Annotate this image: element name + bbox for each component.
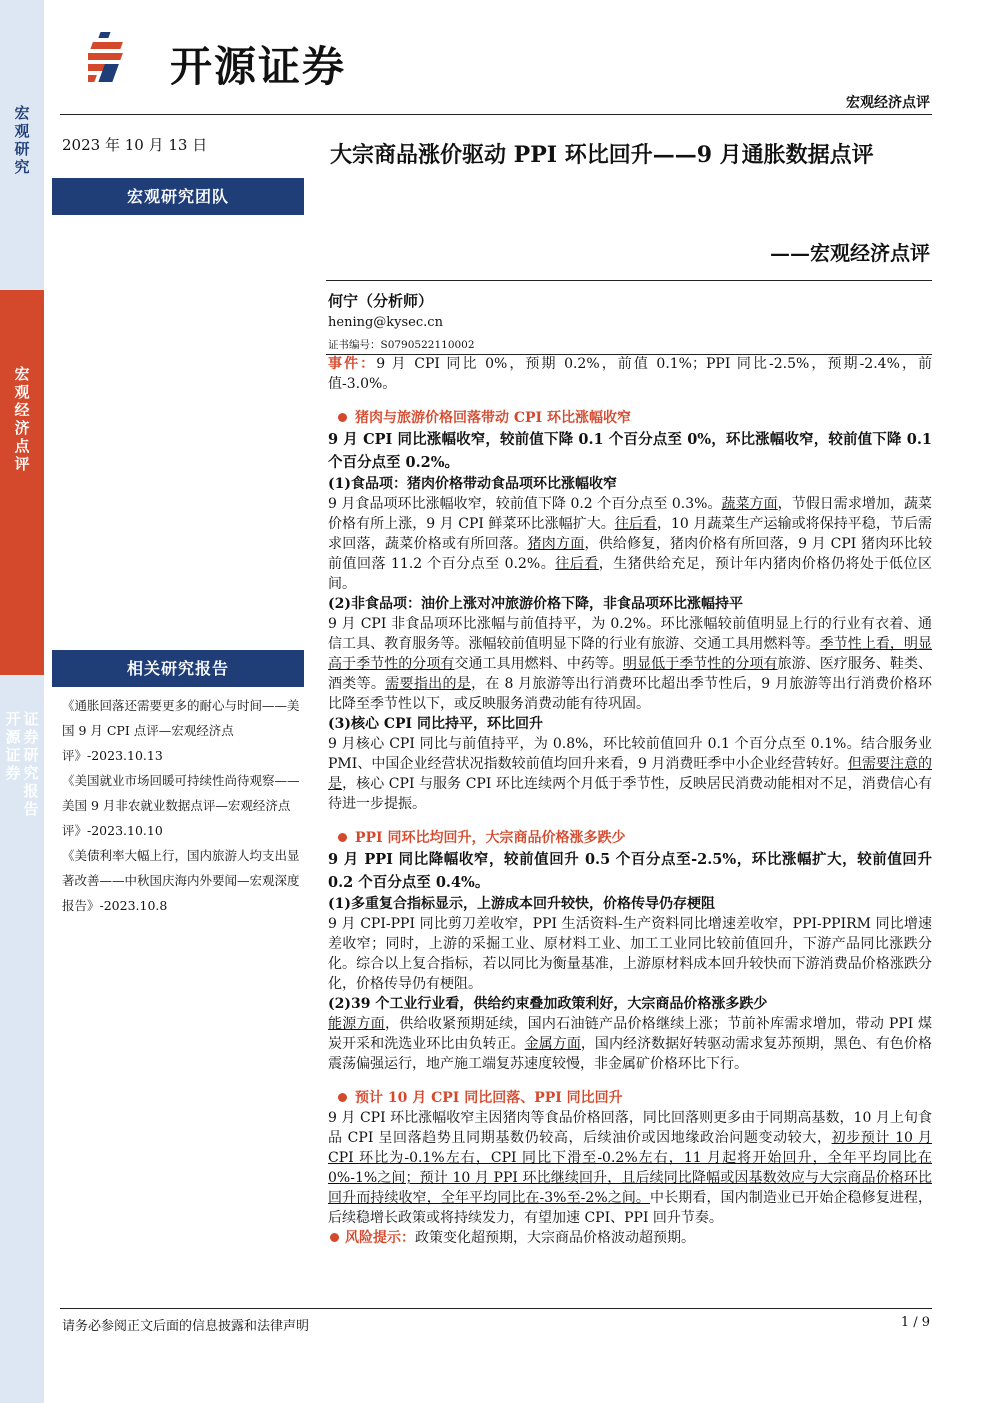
- sidebar-char: 济: [14, 419, 30, 437]
- bullet-icon: [338, 1093, 347, 1102]
- text: 9 月核心 CPI 同比与前值持平，为 0.8%，环比较前值回升 0.1 个百分点至 0.1%。结合服务业 PMI、中国企业经营状况指数较前值均回升来看，9 月消费旺季中小企业经营转好。: [328, 736, 932, 772]
- paragraph: [328, 1014, 932, 1074]
- sidebar-char: 评: [14, 455, 30, 473]
- text: ，供给修复，猪肉价格有所回落，9 月 CPI 猪肉环比较前值回落 11.2 个百分点至 0.2%。: [328, 536, 933, 572]
- sidebar-char: 券: [5, 764, 21, 782]
- sidebar-char: 研: [14, 140, 30, 158]
- underlined-text: 往后看: [555, 556, 599, 572]
- text: 9 月食品项环比涨幅收窄，较前值下降 0.2 个百分点至 0.3%。: [328, 496, 722, 512]
- text: ，核心 CPI 与服务 CPI 环比连续两个月低于季节性，反映居民消费动能相对不足，消费信心有待进一步提振。: [328, 776, 933, 812]
- section-heading: [328, 828, 932, 848]
- underlined-text: 蔬菜方面: [721, 496, 778, 512]
- text: ，节假日需求增加，蔬菜价格有所上涨，9 月 CPI 鲜菜环比涨幅扩大。: [328, 496, 933, 532]
- bullet-icon: [330, 1233, 339, 1242]
- sub-heading: (1)食品项：猪肉价格带动食品项环比涨幅收窄: [328, 476, 617, 492]
- section-heading: [328, 408, 932, 428]
- sidebar-top-label: [12, 104, 32, 176]
- sidebar-char: 经: [14, 401, 30, 419]
- title-divider: [326, 280, 932, 281]
- sidebar-red-block: [0, 290, 44, 675]
- bullet-icon: [338, 833, 347, 842]
- section-heading: [328, 1088, 932, 1108]
- sidebar-char: 观: [14, 383, 30, 401]
- related-reports-label: 相关研究报告: [52, 650, 304, 687]
- underlined-text: 明显低于季节性的分项有: [623, 656, 778, 672]
- lead-paragraph: 9 月 CPI 同比涨幅收窄，较前值下降 0.1 个百分点至 0%，环比涨幅收窄，较前值下降 0.1 个百分点至 0.2%。: [328, 431, 932, 471]
- paragraph: [328, 614, 932, 714]
- underlined-text: 初步预计 10 月 CPI 环比为-0.1%左右，CPI 同比下滑至-0.2%左右，11 月起将开始回升，全年平均同比在 0%-1%之间；预计 10 月 PPI 环比继续回升，且后续同比降幅或因基数效应与大宗商品价格环比回升而持续收窄，全年平均同比在-3%至-2%之间。: [328, 1130, 933, 1206]
- logo-icon: [88, 28, 158, 88]
- paragraph: [328, 734, 932, 814]
- event-label: 事件：: [328, 356, 377, 372]
- sidebar-char: 开: [5, 710, 21, 728]
- section-title: PPI 同环比均回升，大宗商品价格涨多跌少: [355, 830, 626, 846]
- lead-paragraph: 9 月 PPI 同比降幅收窄，较前值回升 0.5 个百分点至-2.5%，环比涨幅扩大，较前值回升 0.2 个百分点至 0.4%。: [328, 851, 932, 891]
- sidebar-char: 告: [23, 800, 39, 818]
- underlined-text: 金属方面: [524, 1036, 581, 1052]
- sidebar-char: 证: [23, 710, 39, 728]
- sidebar: [0, 0, 44, 1403]
- underlined-text: 需要指出的是: [385, 676, 472, 692]
- related-report-link[interactable]: 《美国就业市场回暖可持续性尚待观察——美国 9 月非农就业数据点评—宏观经济点评》-2023.10.10: [62, 773, 300, 838]
- footer-disclaimer: 请务必参阅正文后面的信息披露和法律声明: [62, 1319, 310, 1334]
- text: ，在 8 月旅游等出行消费环比超出季节性后，9 月旅游等出行消费价格环比降至季节性以下，或反映服务消费动能有待巩固。: [328, 676, 933, 712]
- text: 中长期看，国内制造业已开始企稳修复进程，后续稳增长政策或将持续发力，有望加速 CPI、PPI 回升节奏。: [328, 1190, 932, 1226]
- sidebar-char: 究: [14, 158, 30, 176]
- report-title: 大宗商品涨价驱动 PPI 环比回升——9 月通胀数据点评: [330, 142, 874, 168]
- event-paragraph: [328, 354, 932, 394]
- sidebar-char: 源: [5, 728, 21, 746]
- risk-label: 风险提示：: [345, 1230, 415, 1246]
- header-tag: 宏观经济点评: [846, 95, 930, 111]
- sidebar-mid-label: [12, 365, 32, 473]
- text: 9 月 CPI 非食品项环比涨幅与前值持平，为 0.2%。环比涨幅较前值明显上行的行业有衣着、通信工具、教育服务等。涨幅较前值明显下降的行业有旅游、交通工具用燃料等。: [328, 616, 932, 652]
- sidebar-bottom-label: [2, 710, 42, 818]
- sub-heading: (2)非食品项：油价上涨对冲旅游价格下降，非食品项环比涨幅持平: [328, 596, 743, 612]
- related-report-link[interactable]: 《通胀回落还需要更多的耐心与时间——美国 9 月 CPI 点评—宏观经济点评》-2023.10.13: [62, 698, 300, 763]
- underlined-text: 往后看: [614, 516, 657, 532]
- header-divider: [60, 114, 932, 115]
- event-text: 9 月 CPI 同比 0%，预期 0.2%，前值 0.1%；PPI 同比-2.5%，预期-2.4%，前值-3.0%。: [328, 356, 933, 392]
- sidebar-char: 究: [23, 764, 39, 782]
- underlined-text: 季节性上看，明显高于季节性的分项有: [328, 636, 933, 672]
- risk-paragraph: [328, 1228, 932, 1248]
- paragraph: 9 月 CPI-PPI 同比剪刀差收窄，PPI 生活资料-生产资料同比增速差收窄，PPI-PPIRM 同比增速差收窄；同时，上游的采掘工业、原材料工业、加工工业同比较前值回升，下游产品同比涨跌分化。综合以上复合指标，若以同比为衡量基准，上游原材料成本回升较快而下游消费品价格涨跌分化，价格传导仍有梗阻。: [328, 916, 932, 992]
- sub-heading: (1)多重复合指标显示，上游成本回升较快，价格传导仍存梗阻: [328, 896, 715, 912]
- report-subtitle: ——宏观经济点评: [770, 241, 930, 265]
- section-title: 猪肉与旅游价格回落带动 CPI 环比涨幅收窄: [355, 410, 631, 426]
- page-number: 1 / 9: [900, 1315, 930, 1330]
- sidebar-char: 宏: [14, 104, 30, 122]
- author-name: 何宁（分析师）: [328, 292, 434, 310]
- sidebar-char: 证: [5, 746, 21, 764]
- team-label: 宏观研究团队: [52, 178, 304, 215]
- related-report-link[interactable]: 《美债利率大幅上行，国内旅游人均支出显著改善——中秋国庆海内外要闻—宏观深度报告》-2023.10.8: [62, 848, 300, 913]
- underlined-text: 猪肉方面: [527, 536, 585, 552]
- paragraph: [328, 494, 932, 594]
- underlined-text: 能源方面: [328, 1016, 386, 1032]
- related-reports-list: [62, 693, 307, 918]
- text: 交通工具用燃料、中药等。: [454, 656, 624, 672]
- sidebar-char: 点: [14, 437, 30, 455]
- main-body: [328, 354, 932, 1248]
- sub-heading: (3)核心 CPI 同比持平，环比回升: [328, 716, 543, 732]
- paragraph: [328, 1108, 932, 1228]
- text: 旅游、医疗服务、鞋类、酒类等。: [328, 656, 933, 692]
- section-title: 预计 10 月 CPI 同比回落、PPI 同比回升: [355, 1090, 623, 1106]
- author-cert: 证书编号：S0790522110002: [328, 339, 475, 351]
- brand-name: 开源证券: [170, 42, 347, 91]
- sidebar-char: 研: [23, 746, 39, 764]
- sidebar-char: 券: [23, 728, 39, 746]
- text: ，10 月蔬菜生产运输或将保持平稳，节后需求回落，蔬菜价格或有所回落。: [328, 516, 933, 552]
- sub-heading: (2)39 个工业行业看，供给约束叠加政策利好，大宗商品价格涨多跌少: [328, 996, 768, 1012]
- text: ，供给收紧预期延续，国内石油链产品价格继续上涨；节前补库需求增加，带动 PPI 煤炭开采和洗选业环比由负转正。: [328, 1016, 932, 1052]
- text: ，国内经济数据好转驱动需求复苏预期，黑色、有色价格震荡偏强运行，地产施工端复苏速度较慢，非金属矿价格环比下行。: [328, 1036, 933, 1072]
- sidebar-char: 观: [14, 122, 30, 140]
- author-email[interactable]: hening@kysec.cn: [328, 315, 443, 330]
- text: ，生猪供给充足，预计年内猪肉价格仍将处于低位区间。: [328, 556, 933, 592]
- sidebar-char: 宏: [14, 365, 30, 383]
- risk-text: 政策变化超预期，大宗商品价格波动超预期。: [415, 1230, 695, 1246]
- text: 9 月 CPI 环比涨幅收窄主因猪肉等食品价格回落，同比回落则更多由于同期高基数，10 月上旬食品 CPI 呈回落趋势且同期基数仍较高，后续油价或因地缘政治问题变动较大，: [328, 1110, 932, 1146]
- report-date: 2023 年 10 月 13 日: [62, 136, 208, 154]
- sidebar-char: 报: [23, 782, 39, 800]
- bullet-icon: [338, 413, 347, 422]
- footer-divider: [60, 1308, 932, 1309]
- underlined-text: 但需要注意的是: [328, 756, 933, 792]
